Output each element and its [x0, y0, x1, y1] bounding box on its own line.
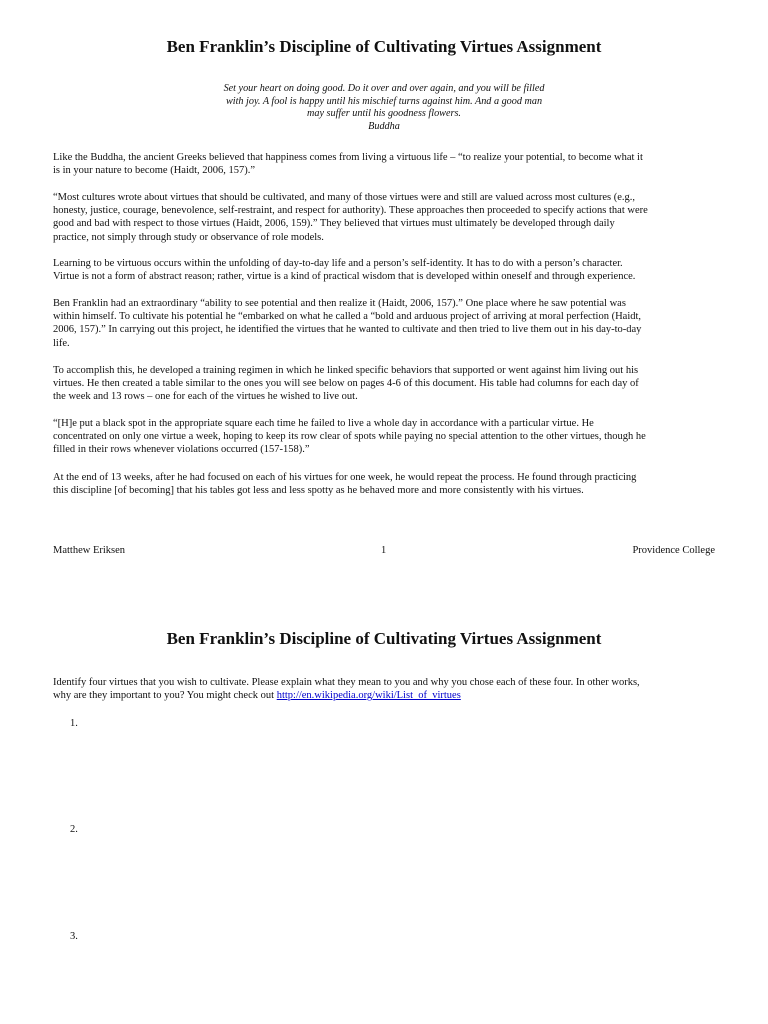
paragraph-line: life.: [53, 337, 70, 349]
paragraph-line: this discipline [of becoming] that his tables got less and less spotty as he behaved more and more consistently with his virtues.: [53, 485, 584, 497]
paragraph-line: Identify four virtues that you wish to cultivate. Please explain what they mean to you and why you chose each of these four. In other works,: [53, 677, 640, 688]
paragraph-line: 2006, 157).” In carrying out this project, he identified the virtues that he wanted to cultivate and then tried to live them out in his day-to-day: [53, 324, 642, 336]
footer-author: Matthew Eriksen: [53, 545, 126, 556]
paragraph-5: [53, 364, 723, 404]
instructions-paragraph: [53, 676, 723, 702]
paragraph-line: [53, 689, 723, 702]
paragraph-1: [53, 151, 723, 177]
paragraph-line: concentrated on only one virtue a week, hoping to keep its row clear of spots while paying no special attention to the other virtues, though he: [53, 431, 646, 443]
paragraph-3: [53, 257, 723, 283]
page-title: Ben Franklin’s Discipline of Cultivating Virtues Assignment: [166, 629, 602, 648]
footer-page-number: 1: [381, 545, 387, 556]
paragraph-line: the week and 13 rows – one for each of the virtues he wished to live out.: [53, 391, 358, 403]
instructions-text: why are they important to you? You might check out: [53, 690, 277, 702]
paragraph-6: [53, 417, 723, 457]
quote-line: with joy. A fool is happy until his mischief turns against him. And a good man: [225, 95, 543, 107]
page-2: [0, 590, 768, 1024]
paragraph-line: practice, not simply through study or observance of role models.: [53, 231, 324, 243]
paragraph-line: Learning to be virtuous occurs within the unfolding of day-to-day life and a person’s self-identity. It has to do with a person’s character.: [53, 258, 623, 269]
quote-attribution: Buddha: [368, 120, 400, 132]
paragraph-7: [53, 471, 723, 497]
paragraph-line: Ben Franklin had an extraordinary “ability to see potential and then realize it (Haidt, 2006, 157).” One place where he saw potential was: [53, 298, 626, 309]
paragraph-line: within himself. To cultivate his potential he “embarked on what he called a “bold and arduous project of arriving at moral perfection (Haidt,: [53, 311, 642, 323]
paragraph-line: good and bad with respect to those virtues (Haidt, 2006, 159).” They believed that virtues must ultimately be developed through daily: [53, 218, 615, 230]
quote-line: may suffer until his goodness flowers.: [307, 108, 461, 119]
paragraph-line: filled in their rows whenever violations occurred (157-158).”: [53, 444, 310, 456]
paragraph-line: Virtue is not a form of abstract reason; rather, virtue is a kind of practical wisdom that is developed within oneself and through experience.: [53, 271, 636, 283]
paragraph-line: Like the Buddha, the ancient Greeks believed that happiness comes from living a virtuous life – “to realize your potential, to become what it: [53, 152, 643, 163]
epigraph-quote: [184, 83, 584, 133]
list-item-number: 2.: [70, 824, 78, 835]
paragraph-line: To accomplish this, he developed a training regimen in which he linked specific behaviors that supported or went against him living out his: [53, 365, 639, 376]
paragraph-line: “[H]e put a black spot in the appropriate square each time he failed to live a whole day in accordance with a particular virtue. He: [53, 418, 594, 429]
paragraph-4: [53, 297, 723, 350]
footer-institution: Providence College: [632, 545, 715, 556]
paragraph-line: “Most cultures wrote about virtues that should be cultivated, and many of those virtues were and still are valued across most cultures (e.g.,: [53, 192, 636, 203]
paragraph-2: [53, 191, 723, 244]
paragraph-line: At the end of 13 weeks, after he had focused on each of his virtues for one week, he would repeat the process. He found through practicing: [53, 472, 637, 483]
paragraph-line: virtues. He then created a table similar to the ones you will see below on pages 4-6 of this document. His table had columns for each day of: [53, 378, 639, 390]
quote-line: Set your heart on doing good. Do it over and over again, and you will be filled: [223, 83, 545, 94]
list-item-number: 3.: [70, 931, 78, 942]
paragraph-line: honesty, justice, courage, benevolence, self-restraint, and respect for authority). These approaches then proceeded to specify actions that were: [53, 205, 648, 217]
paragraph-line: is in your nature to become (Haidt, 2006, 157).”: [53, 165, 256, 177]
list-item-number: 1.: [70, 718, 78, 729]
wikipedia-virtues-link[interactable]: http://en.wikipedia.org/wiki/List_of_virtues: [276, 690, 461, 702]
page-title: Ben Franklin’s Discipline of Cultivating Virtues Assignment: [166, 37, 602, 56]
